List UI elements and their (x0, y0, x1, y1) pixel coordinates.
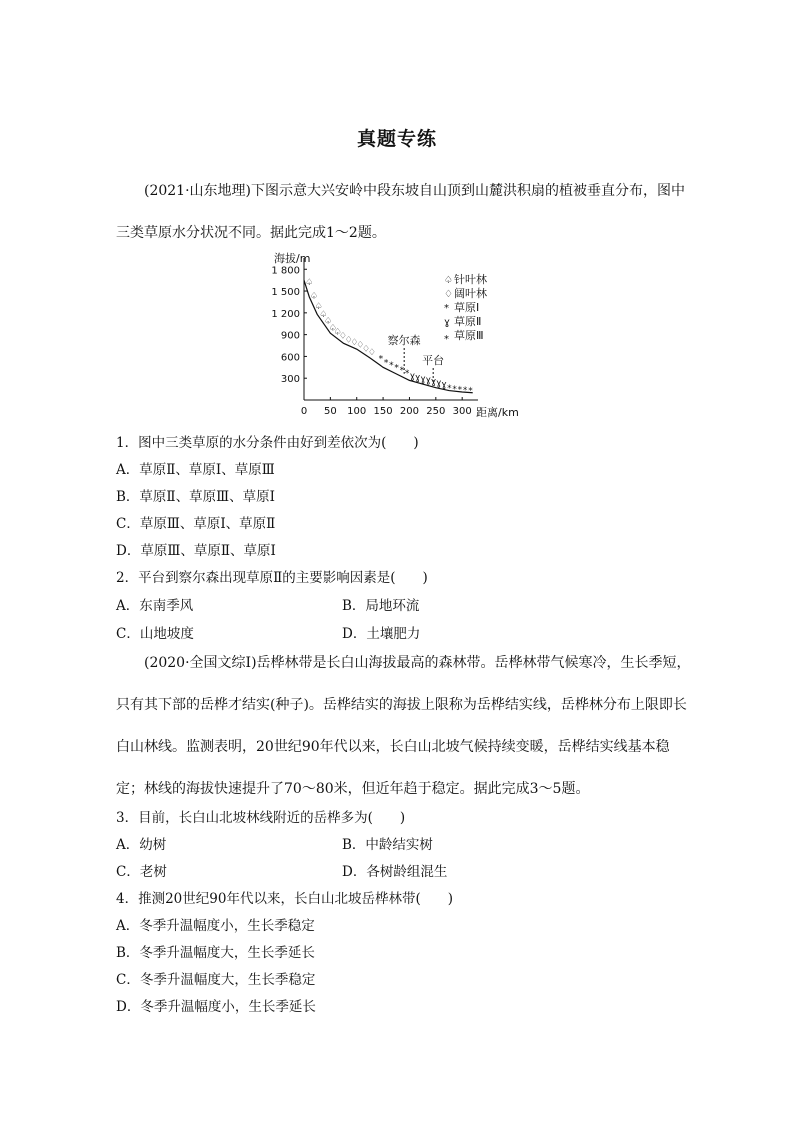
grassland-3-symbol: ⁎ (462, 383, 468, 394)
conifer-symbol: ♤ (319, 309, 328, 320)
broadleaf-symbol: ♢ (367, 348, 376, 359)
grassland-2-symbol: ɣ (425, 375, 431, 386)
y-tick-label: 1 800 (271, 265, 300, 277)
grassland-2-symbol: ɣ (436, 378, 442, 389)
q4-stem: 4．推测20世纪90年代以来，长白山北坡岳桦林带( ) (116, 891, 453, 907)
x-tick-label: 250 (426, 406, 446, 417)
x-tick-label: 200 (399, 406, 420, 417)
intro-paragraph-2: (2020·全国文综Ⅰ)岳桦林带是长白山海拔最高的森林带。岳桦林带气候寒冷，生长季短，只有其下部的岳桦才结实(种子)。岳桦结实的海拔上限称为岳桦结实线，岳桦林分布上限即长白山林线。监测表明，20世纪90年代以来，长白山北坡气候持续变暖，岳桦结实线基本稳定；林线的海拔快速提升了70～80米，但近年趋于稳定。据此完成3～5题。 (116, 655, 691, 797)
q2-option-a[interactable]: A．东南季风 (116, 598, 194, 614)
x-tick-label: 0 (300, 406, 308, 417)
x-tick-label: 150 (373, 406, 393, 417)
conifer-symbol: ♤ (324, 316, 333, 327)
legend-symbol: ♤ (444, 275, 453, 286)
q2-stem: 2．平台到察尔森出现草原Ⅱ的主要影响因素是( ) (116, 570, 428, 586)
grassland-1-symbol: * (389, 360, 394, 371)
conifer-symbol: ♤ (305, 277, 314, 288)
grassland-1-symbol: * (394, 363, 399, 374)
legend-symbol: * (444, 303, 449, 314)
grassland-3-symbol: ⁎ (447, 380, 452, 391)
grassland-1-symbol: * (378, 354, 384, 365)
y-tick-label: 900 (280, 330, 300, 342)
legend-symbol: ♢ (444, 289, 453, 300)
q2-option-c[interactable]: C．山地坡度 (116, 626, 194, 642)
broadleaf-symbol: ♢ (350, 337, 359, 348)
q4-option-b[interactable]: B．冬季升温幅度大，生长季延长 (116, 945, 315, 961)
vegetation-profile-chart (268, 250, 528, 420)
grassland-2-symbol: ɣ (415, 372, 421, 383)
x-tick-label: 300 (452, 406, 472, 417)
q1-stem: 1．图中三类草原的水分条件由好到差依次为( ) (116, 435, 419, 451)
conifer-symbol: ♤ (333, 327, 342, 338)
broadleaf-symbol: ♢ (362, 344, 371, 355)
grassland-3-symbol: ⁎ (468, 383, 473, 394)
q2-option-d[interactable]: D．土壤肥力 (342, 626, 421, 642)
y-tick-label: 300 (280, 374, 300, 386)
conifer-symbol: ♤ (328, 323, 337, 334)
grassland-1-symbol: * (399, 366, 405, 377)
intro-paragraph-1: (2021·山东地理)下图示意大兴安岭中段东坡自山顶到山麓洪积扇的植被垂直分布，图中三类草原水分状况不同。据此完成1～2题。 (116, 183, 686, 241)
legend-symbol: ⁎ (444, 331, 449, 342)
x-tick-label: 50 (323, 406, 337, 417)
y-tick-label: 600 (280, 352, 300, 364)
conifer-symbol: ♤ (309, 291, 318, 302)
broadleaf-symbol: ♢ (338, 331, 347, 342)
legend-label: 草原Ⅲ (454, 329, 484, 342)
chart-legend (444, 272, 487, 342)
grassland-3-symbol: ⁎ (457, 382, 463, 393)
q3-option-b[interactable]: B．中龄结实树 (342, 837, 433, 853)
x-tick-label: 100 (347, 406, 367, 417)
grassland-2-symbol: ɣ (420, 374, 426, 385)
grassland-2-symbol: ɣ (441, 379, 447, 390)
annotation-label: 平台 (422, 354, 445, 367)
q1-option-b[interactable]: B．草原Ⅱ、草原Ⅲ、草原Ⅰ (116, 489, 275, 505)
q1-option-c[interactable]: C．草原Ⅲ、草原Ⅰ、草原Ⅱ (116, 516, 276, 532)
legend-label: 阔叶林 (454, 287, 487, 300)
grassland-2-symbol: ɣ (430, 377, 437, 388)
q2-option-b[interactable]: B．局地环流 (342, 598, 420, 614)
conifer-symbol: ♤ (314, 301, 323, 312)
y-tick-label: 1 500 (271, 287, 300, 299)
x-axis-label: 距离/km (476, 406, 519, 419)
q1-option-d[interactable]: D．草原Ⅲ、草原Ⅱ、草原Ⅰ (116, 543, 276, 559)
broadleaf-symbol: ♢ (344, 335, 353, 346)
annotation-label: 察尔森 (387, 334, 421, 347)
q1-option-a[interactable]: A．草原Ⅱ、草原Ⅰ、草原Ⅲ (116, 462, 275, 478)
q3-option-a[interactable]: A．幼树 (116, 837, 167, 853)
y-axis-ticks (271, 265, 307, 385)
y-axis-label: 海拔/m (274, 252, 311, 265)
grassland-3-symbol: ⁎ (452, 381, 457, 392)
q4-option-d[interactable]: D．冬季升温幅度小，生长季延长 (116, 999, 316, 1015)
q4-option-a[interactable]: A．冬季升温幅度小，生长季稳定 (116, 918, 315, 934)
legend-label: 草原Ⅱ (454, 315, 482, 328)
q3-option-d[interactable]: D．各树龄组混生 (342, 864, 448, 880)
q3-stem: 3．目前，长白山北坡林线附近的岳桦多为( ) (116, 810, 406, 826)
q3-option-c[interactable]: C．老树 (116, 864, 167, 880)
grassland-1-symbol: * (404, 368, 410, 379)
page-title: 真题专练 (356, 128, 437, 150)
grassland-2-symbol: ɣ (409, 371, 416, 382)
legend-symbol: ɣ (444, 317, 450, 328)
grassland-1-symbol: * (383, 358, 389, 369)
broadleaf-symbol: ♢ (356, 340, 365, 351)
legend-label: 草原Ⅰ (454, 301, 480, 314)
y-tick-label: 1 200 (271, 308, 300, 320)
q4-option-c[interactable]: C．冬季升温幅度大，生长季稳定 (116, 972, 316, 988)
legend-label: 针叶林 (454, 273, 487, 286)
